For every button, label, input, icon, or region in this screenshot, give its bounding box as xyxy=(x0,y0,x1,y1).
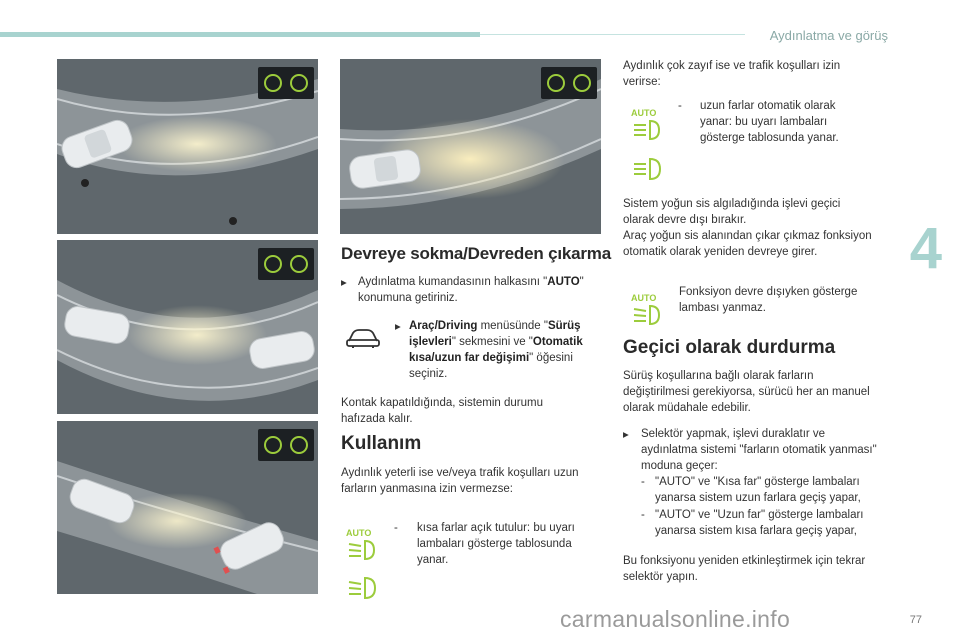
section-title-pause: Geçici olarak durdurma xyxy=(623,337,836,358)
auto-off-icon xyxy=(630,292,668,331)
illustration-car-lowbeam-oncoming xyxy=(57,59,318,234)
illustration-two-cars-lowbeam xyxy=(57,240,318,414)
auto-label: AUTO xyxy=(631,108,657,118)
chapter-number: 4 xyxy=(909,216,942,281)
highbeam-icon xyxy=(632,157,666,186)
dash: - xyxy=(394,522,398,534)
bullet-icon: ▸ xyxy=(341,277,347,289)
step2-text: " sekmesini ve " xyxy=(451,336,533,348)
illustration-car-highbeam xyxy=(340,59,601,234)
usage-intro: Aydınlık yeterli ise ve/veya trafik koşulları uzun farların yanmasına izin vermezse: xyxy=(341,467,579,495)
vehicle-menu-icon xyxy=(345,327,381,354)
dash: - xyxy=(678,100,682,112)
page-header-title: Aydınlatma ve görüş xyxy=(769,28,888,43)
bullet-icon: ▸ xyxy=(395,321,401,333)
memory-note: Kontak kapatıldığında, sistemin durumu hafızada kalır. xyxy=(341,397,544,425)
activation-step-1 xyxy=(358,274,608,306)
activation-step-2 xyxy=(409,318,604,382)
restart-text: Bu fonksiyonu yeniden etkinleştirmek için tekrar selektör yapın. xyxy=(623,555,866,583)
auto-label: AUTO xyxy=(631,293,657,303)
selector-sub-2: "AUTO" ve "Uzun far" gösterge lambaları yanarsa sistem kısa farlara geçiş yapar, xyxy=(655,509,864,537)
step2-functions: Sürüş işlevleri xyxy=(409,320,581,348)
header-accent-bar xyxy=(0,32,480,37)
watermark: carmanualsonline.info xyxy=(560,606,791,632)
header-rule xyxy=(480,34,745,35)
selector-text: Selektör yapmak, işlevi duraklatır ve aydınlatma sistemi "farların otomatik yanması" moduna geçer: xyxy=(641,428,877,472)
illustration-car-behind xyxy=(57,421,318,594)
step2-text: " öğesini seçiniz. xyxy=(409,352,573,380)
dash: - xyxy=(641,476,645,488)
section-title-usage: Kullanım xyxy=(341,433,422,454)
selector-sub-1: "AUTO" ve "Kısa far" gösterge lambaları yanarsa sistem uzun farlara geçiş yapar, xyxy=(655,476,861,504)
step2-driving: Araç/Driving xyxy=(409,320,478,332)
dash: - xyxy=(641,509,645,521)
step1-auto: AUTO xyxy=(547,276,580,288)
step2-text: menüsünde " xyxy=(477,320,548,332)
page-number: 77 xyxy=(909,614,922,626)
step1-text-pre: Aydınlatma kumandasının halkasını " xyxy=(358,276,548,288)
bullet-icon: ▸ xyxy=(623,429,629,441)
dark-highbeam-text: uzun farlar otomatik olarak yanar: bu uyarı lambaları gösterge tablosunda yanar. xyxy=(700,100,839,144)
auto-label: AUTO xyxy=(346,528,372,538)
pause-intro: Sürüş koşullarına bağlı olarak farların değiştirilmesi gerekiyorsa, sürücü her an manuel olarak müdahale edebilir. xyxy=(623,370,870,414)
auto-lowbeam-icon xyxy=(345,527,383,566)
section-title-activation: Devreye sokma/Devreden çıkarma xyxy=(341,244,611,263)
fog-text: Sistem yoğun sis algıladığında işlevi geçici olarak devre dışı bırakır. Araç yoğun sis alanından çıkar çıkmaz fonksiyon otomatik olarak yeniden devreye girer. xyxy=(623,198,872,258)
off-text: Fonksiyon devre dışıyken gösterge lambası yanmaz. xyxy=(679,286,858,314)
auto-highbeam-icon xyxy=(630,107,668,146)
step2-auto-switch: Otomatik kısa/uzun far değişimi xyxy=(409,336,583,364)
dark-intro: Aydınlık çok zayıf ise ve trafik koşulları izin verirse: xyxy=(623,60,841,88)
step1-text-post: " konumuna getiriniz. xyxy=(358,276,584,304)
usage-lowbeam-text: kısa farlar açık tutulur: bu uyarı lambaları gösterge tablosunda yanar. xyxy=(417,522,575,566)
lowbeam-icon xyxy=(347,576,381,605)
